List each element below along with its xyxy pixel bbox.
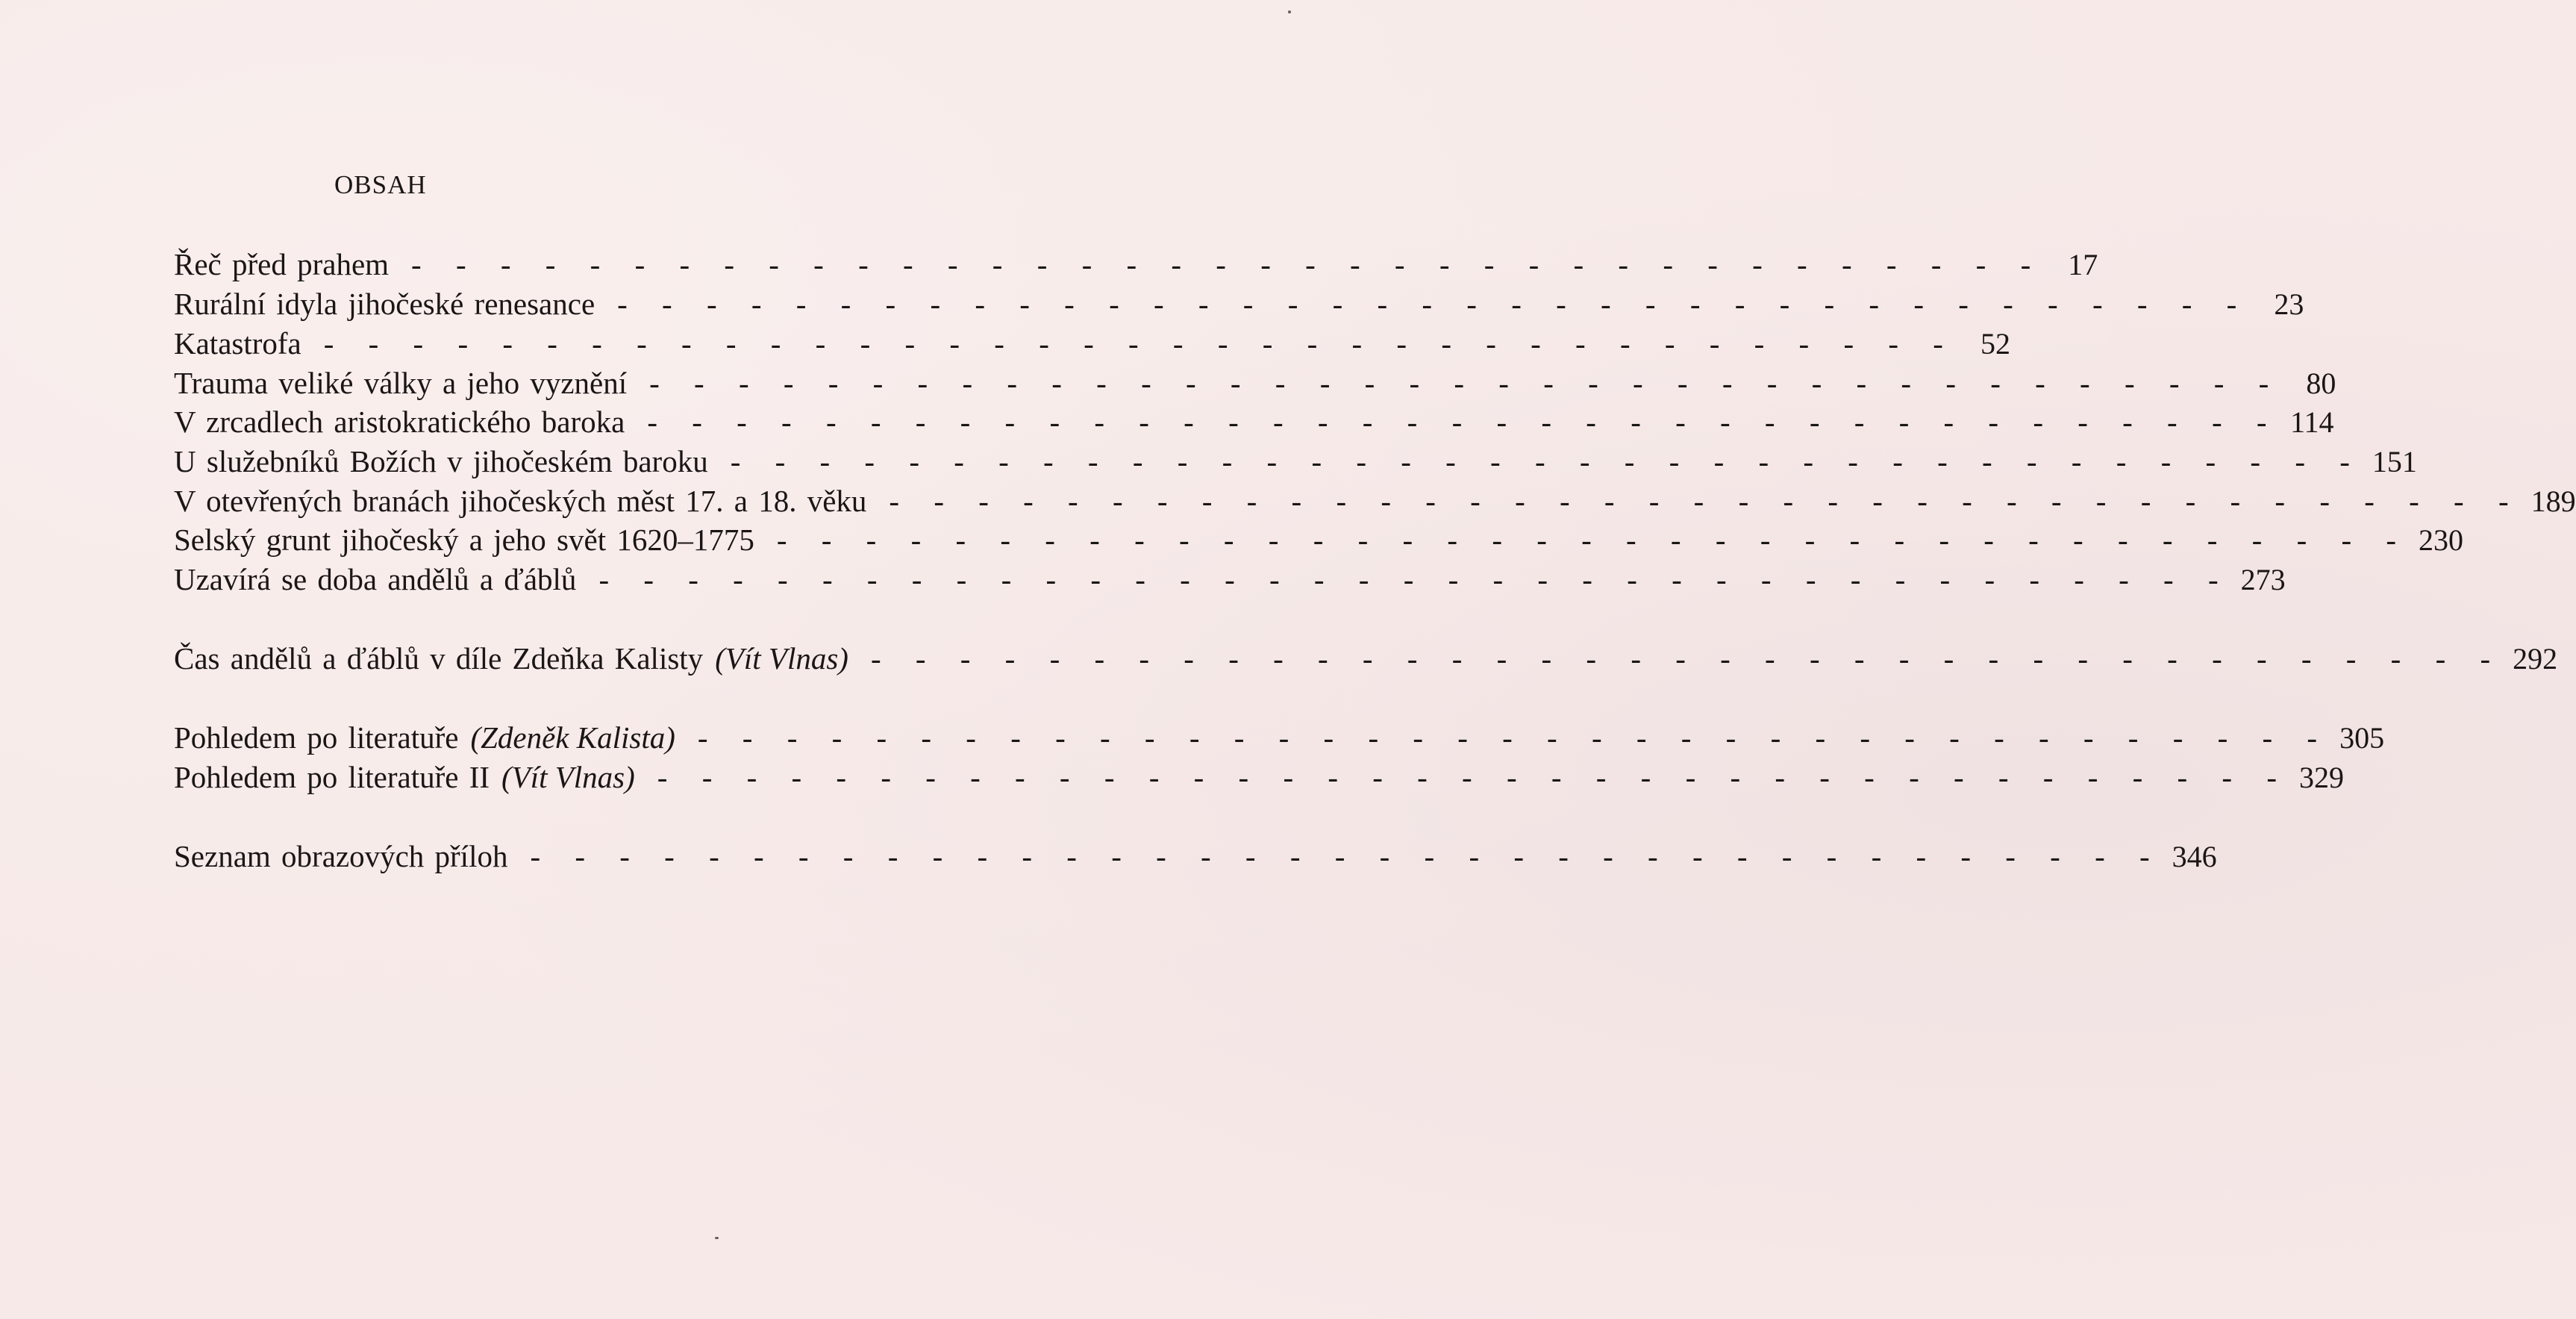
toc-entry-title: V zrcadlech aristokratického baroka [174, 405, 625, 439]
toc-entry-title: Řeč před prahem [174, 247, 390, 281]
toc-entry [174, 366, 2336, 400]
toc-entry-title: Čas andělů a ďáblů v díle Zdeňka Kalisty [174, 641, 704, 676]
toc-entry [174, 839, 2217, 873]
toc-entry-author: (Vít Vlnas) [501, 760, 635, 794]
dot-leader: - - - - - - - - - - - - - - - - - - - - - - - - - - - - - - - - - - - - - [649, 366, 2283, 400]
toc-heading: OBSAH [334, 170, 427, 199]
toc-entry-title: Rurální idyla jihočeské renesance [174, 287, 595, 321]
toc-entry-page: 17 [2068, 248, 2098, 281]
toc-entry [174, 562, 2286, 596]
toc-entry-page: 52 [1980, 327, 2010, 361]
dot-leader: - - - - - - - - - - - - - - - - - - - - - - - - - - - - - - - - - - - - - [889, 484, 2522, 518]
paper-speck [715, 1237, 719, 1239]
toc-entry-page: 23 [2274, 287, 2304, 321]
dot-leader: - - - - - - - - - - - - - - - - - - - - - - - - - - - - - - - - - - - - - [730, 444, 2363, 478]
dot-leader: - - - - - - - - - - - - - - - - - - - - - - - - - - - - - - - - - - - - - [323, 326, 1957, 361]
toc-entry-title: Trauma veliké války a jeho vyznění [174, 366, 628, 400]
dot-leader: - - - - - - - - - - - - - - - - - - - - - - - - - - - - - - - - - - - - - [647, 405, 2280, 439]
toc-entry-title: V otevřených branách jihočeských měst 17. a 18. věku [174, 484, 867, 518]
toc-entry-title: Selský grunt jihočeský a jeho svět 1620–1775 [174, 523, 754, 557]
toc-entry-title: U služebníků Božích v jihočeském baroku [174, 444, 708, 478]
toc-entry-page: 151 [2372, 445, 2417, 478]
toc-entry [174, 287, 2304, 321]
toc-entry [174, 641, 2558, 676]
toc-entry-page: 329 [2298, 761, 2344, 794]
dot-leader: - - - - - - - - - - - - - - - - - - - - - - - - - - - - - - - - - - - - - [776, 523, 2410, 557]
toc-entry-page: 273 [2240, 563, 2286, 596]
toc-entry-page: 114 [2290, 405, 2334, 439]
toc-entry [174, 523, 2464, 557]
toc-entry-title: Pohledem po literatuře [174, 720, 459, 755]
toc-entry [174, 444, 2417, 478]
toc-entry [174, 326, 2010, 361]
toc-entry-title: Uzavírá se doba andělů a ďáblů [174, 562, 577, 596]
toc-entry [174, 247, 2098, 281]
toc-entry-page: 230 [2419, 523, 2464, 557]
toc-entry-title: Pohledem po literatuře II [174, 760, 490, 794]
toc-entry [174, 760, 2344, 794]
toc-entry [174, 405, 2334, 439]
dot-leader: - - - - - - - - - - - - - - - - - - - - - - - - - - - - - - - - - - - - - [697, 720, 2331, 755]
dot-leader: - - - - - - - - - - - - - - - - - - - - - - - - - - - - - - - - - - - - - [617, 287, 2251, 321]
toc-entry-title: Katastrofa [174, 326, 301, 361]
dot-leader: - - - - - - - - - - - - - - - - - - - - - - - - - - - - - - - - - - - - - [870, 641, 2504, 676]
toc-entry [174, 484, 2576, 518]
dot-leader: - - - - - - - - - - - - - - - - - - - - - - - - - - - - - - - - - - - - - [657, 760, 2290, 794]
toc-entry-title: Seznam obrazových příloh [174, 839, 508, 873]
toc-entry-page: 346 [2172, 840, 2217, 873]
paper-speck [1288, 10, 1291, 13]
toc-entry-author: (Zdeněk Kalista) [470, 720, 675, 755]
toc-entry [174, 720, 2385, 755]
toc-entry-page: 189 [2530, 484, 2576, 518]
dot-leader: - - - - - - - - - - - - - - - - - - - - - - - - - - - - - - - - - - - - - [530, 839, 2163, 873]
toc-entry-page: 305 [2339, 721, 2385, 755]
dot-leader: - - - - - - - - - - - - - - - - - - - - - - - - - - - - - - - - - - - - - [598, 562, 2232, 596]
dot-leader: - - - - - - - - - - - - - - - - - - - - - - - - - - - - - - - - - - - - - [411, 247, 2045, 281]
toc-entry-author: (Vít Vlnas) [715, 641, 848, 676]
toc-entry-page: 292 [2513, 642, 2558, 676]
toc-entry-page: 80 [2306, 367, 2336, 400]
